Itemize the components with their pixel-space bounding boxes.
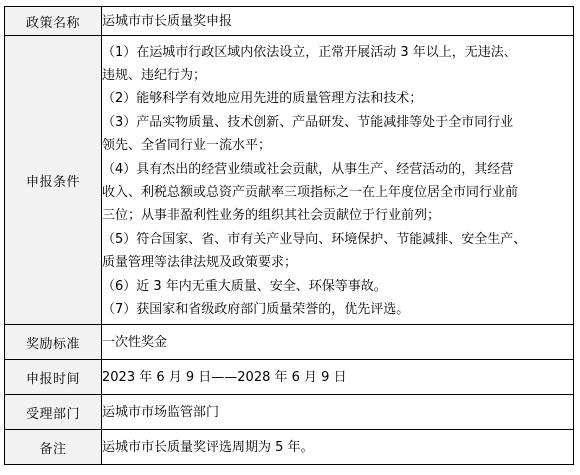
- condition-line: （1）在运城市行政区域内依法设立，正常开展活动 3 年以上，无违法、: [102, 44, 517, 60]
- table-row-conditions: [5, 36, 574, 325]
- condition-line: （7）获国家和省级政府部门质量荣誉的，优先评选。: [102, 302, 410, 318]
- department-value: 运城市市场监管部门: [102, 395, 574, 430]
- note-label: 备注: [5, 430, 102, 465]
- table-row-reward: [5, 325, 574, 360]
- condition-line: （6）近 3 年内无重大质量、安全、环保等事故。: [102, 278, 387, 294]
- conditions-label: 申报条件: [5, 36, 102, 325]
- condition-line: （4）具有杰出的经营业绩或社会贡献，从事生产、经营活动的，其经营: [102, 161, 514, 177]
- conditions-list: [102, 39, 573, 322]
- condition-line: （5）符合国家、省、市有关产业导向、环境保护、节能减排、安全生产、: [102, 231, 527, 247]
- period-value: 2023 年 6 月 9 日——2028 年 6 月 9 日: [102, 360, 574, 395]
- condition-line: 质量管理等法律法规及政策要求；: [102, 255, 298, 271]
- condition-line: 违规、违纪行为；: [102, 67, 207, 83]
- table-row-period: [5, 360, 574, 395]
- reward-value: 一次性奖金: [102, 325, 574, 360]
- condition-line: 收入、利税总额或总资产贡献率三项指标之一在上年度位居全市同行业前: [102, 185, 519, 200]
- reward-label: 奖励标准: [5, 325, 102, 360]
- table-row-department: [5, 395, 574, 430]
- note-value: 运城市市长质量奖评选周期为 5 年。: [102, 430, 574, 465]
- period-label: 申报时间: [5, 360, 102, 395]
- policy-table: [4, 6, 574, 465]
- conditions-value: [102, 36, 574, 325]
- table-row-note: [5, 430, 574, 465]
- condition-line: （2）能够科学有效地应用先进的质量管理方法和技术；: [102, 91, 423, 107]
- condition-line: （3）产品实物质量、技术创新、产品研发、节能减排等处于全市同行业: [102, 114, 514, 130]
- department-label: 受理部门: [5, 395, 102, 430]
- table-row-policy-name: [5, 7, 574, 36]
- condition-line: 三位；从事非盈利性业务的组织其社会贡献位于行业前列；: [102, 208, 441, 224]
- policy-name-label: 政策名称: [5, 7, 102, 36]
- condition-line: 领先、全省同行业一流水平；: [102, 138, 272, 154]
- policy-name-value: 运城市市长质量奖申报: [102, 7, 574, 36]
